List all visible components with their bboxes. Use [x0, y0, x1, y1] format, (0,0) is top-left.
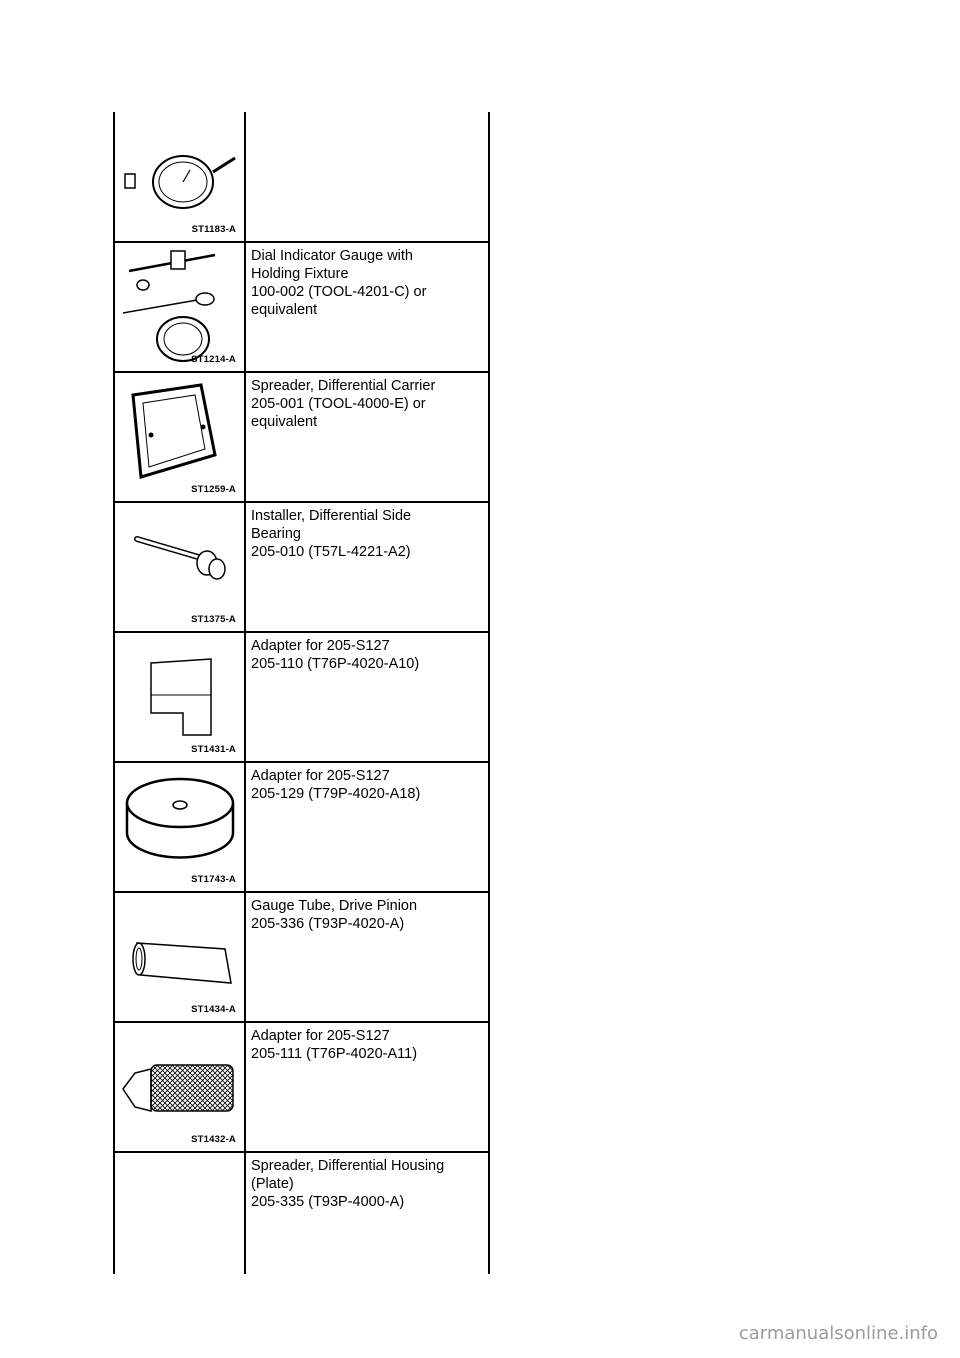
tool-illustration-cell: [114, 892, 245, 1022]
tool-name-line: 205-001 (TOOL-4000-E) or: [251, 396, 426, 412]
tool-name-line: 205-335 (T93P-4000-A): [251, 1194, 405, 1210]
tool-illustration-cell: [114, 762, 245, 892]
tool-description-cell: [245, 762, 489, 892]
tool-illustration-cell: [114, 372, 245, 502]
tool-illustration-cell: [114, 632, 245, 762]
watermark: carmanualsonline.info: [738, 1323, 938, 1344]
tool-code: ST1434-A: [191, 1004, 236, 1015]
tool-code: ST1259-A: [191, 484, 236, 495]
tool-name-line: equivalent: [251, 414, 318, 430]
tool-name-line: Spreader, Differential Housing: [251, 1158, 445, 1174]
tool-description-cell: [245, 1022, 489, 1152]
tool-description-cell: [245, 112, 489, 242]
tool-name-line: (Plate): [251, 1176, 294, 1192]
tool-illustration-cell: [114, 502, 245, 632]
tool-illustration-cell: [114, 1152, 245, 1274]
tool-row: [114, 762, 489, 892]
tool-description-cell: [245, 502, 489, 632]
tool-description-cell: [245, 892, 489, 1022]
tool-name-line: 100-002 (TOOL-4201-C) or: [251, 284, 427, 300]
special-tools-table: [113, 112, 490, 1274]
dial-indicator-illustration: [115, 112, 244, 242]
tool-row: [114, 1152, 489, 1274]
tool-code: ST1183-A: [191, 224, 236, 235]
tool-name-line: 205-110 (T76P-4020-A10): [251, 656, 420, 672]
tool-illustration-cell: [114, 112, 245, 242]
tool-row: [114, 372, 489, 502]
tool-description-cell: [245, 242, 489, 372]
tool-code: ST1432-A: [191, 1134, 236, 1145]
tool-name-line: Spreader, Differential Carrier: [251, 378, 436, 394]
tool-description-cell: [245, 632, 489, 762]
tool-name-line: Gauge Tube, Drive Pinion: [251, 898, 418, 914]
tool-code: ST1431-A: [191, 744, 236, 755]
tool-name-line: 205-010 (T57L-4221-A2): [251, 544, 411, 560]
tool-description-cell: [245, 372, 489, 502]
tool-name-line: equivalent: [251, 302, 318, 318]
tool-code: ST1375-A: [191, 614, 236, 625]
tool-name-line: Holding Fixture: [251, 266, 349, 282]
tool-row: [114, 112, 489, 242]
tool-description-cell: [245, 1152, 489, 1274]
tool-name-line: Adapter for 205-S127: [251, 638, 390, 654]
tool-name-line: Adapter for 205-S127: [251, 768, 390, 784]
tool-illustration-cell: [114, 242, 245, 372]
tool-name-line: 205-111 (T76P-4020-A11): [251, 1046, 418, 1062]
tool-name-line: Installer, Differential Side: [251, 508, 412, 524]
tool-row: [114, 502, 489, 632]
tool-code: ST1214-A: [191, 354, 236, 365]
tool-name-line: 205-336 (T93P-4020-A): [251, 916, 405, 932]
tool-row: [114, 242, 489, 372]
tool-name-line: Bearing: [251, 526, 301, 542]
tool-name-line: 205-129 (T79P-4020-A18): [251, 786, 421, 802]
tool-illustration-cell: [114, 1022, 245, 1152]
tool-row: [114, 632, 489, 762]
tool-name-line: Dial Indicator Gauge with: [251, 248, 413, 264]
tool-row: [114, 892, 489, 1022]
tool-code: ST1743-A: [191, 874, 236, 885]
tool-row: [114, 1022, 489, 1152]
tool-name-line: Adapter for 205-S127: [251, 1028, 390, 1044]
